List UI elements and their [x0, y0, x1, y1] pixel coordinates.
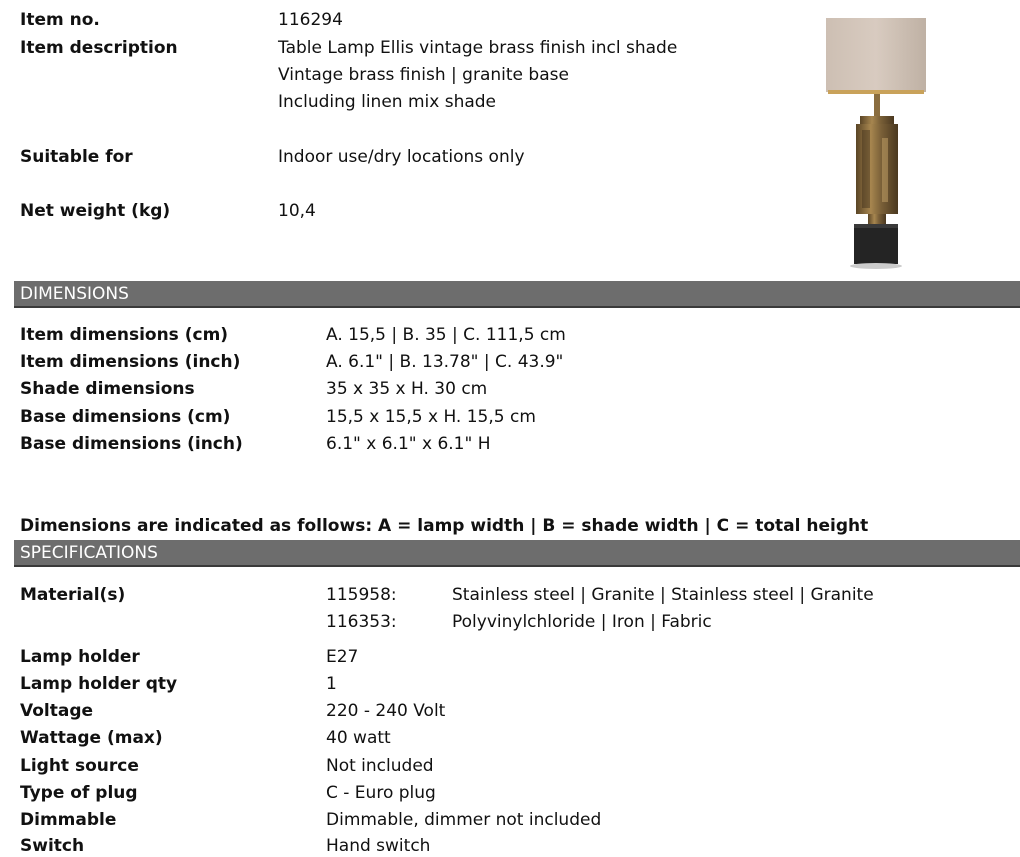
item-description-line: Vintage brass finish | granite base: [278, 65, 569, 85]
dimension-row-label: Base dimensions (inch): [20, 434, 243, 454]
suitable-for-label: Suitable for: [20, 147, 133, 167]
dimension-row-value: A. 15,5 | B. 35 | C. 111,5 cm: [326, 325, 566, 345]
spec-row-value: 1: [326, 674, 337, 694]
item-description-label: Item description: [20, 38, 178, 58]
item-description-line: Table Lamp Ellis vintage brass finish incl shade: [278, 38, 678, 58]
spec-row-value: Hand switch: [326, 836, 431, 856]
spec-row-label: Light source: [20, 756, 139, 776]
dimension-row-label: Shade dimensions: [20, 379, 195, 399]
spec-row-label: Voltage: [20, 701, 94, 721]
dimension-row-value: 15,5 x 15,5 x H. 15,5 cm: [326, 407, 536, 427]
spec-row-label: Switch: [20, 836, 85, 856]
dimensions-header: DIMENSIONS: [14, 281, 1020, 308]
spec-row-label: Lamp holder: [20, 647, 140, 667]
spec-row-value: C - Euro plug: [326, 783, 436, 803]
table-lamp-icon: [822, 12, 932, 272]
dimensions-note: Dimensions are indicated as follows: A = lamp width | B = shade width | C = total height: [20, 516, 869, 536]
materials-label: Material(s): [20, 585, 126, 605]
dimension-row-value: A. 6.1" | B. 13.78" | C. 43.9": [326, 352, 564, 372]
spec-row-value: E27: [326, 647, 359, 667]
specifications-header: SPECIFICATIONS: [14, 540, 1020, 567]
material-code: 115958:: [326, 585, 397, 605]
spec-row-value: 40 watt: [326, 728, 391, 748]
material-value: Stainless steel | Granite | Stainless steel | Granite: [452, 585, 874, 605]
spec-row-label: Dimmable: [20, 810, 117, 830]
spec-row-value: Not included: [326, 756, 434, 776]
suitable-for-value: Indoor use/dry locations only: [278, 147, 525, 167]
net-weight-value: 10,4: [278, 201, 316, 221]
dimension-row-label: Item dimensions (inch): [20, 352, 241, 372]
dimension-row-label: Base dimensions (cm): [20, 407, 231, 427]
item-description-line: Including linen mix shade: [278, 92, 497, 112]
item-number-label: Item no.: [20, 10, 100, 30]
dimension-row-value: 6.1" x 6.1" x 6.1" H: [326, 434, 491, 454]
dimension-row-label: Item dimensions (cm): [20, 325, 229, 345]
material-code: 116353:: [326, 612, 397, 632]
spec-row-label: Wattage (max): [20, 728, 163, 748]
spec-row-label: Lamp holder qty: [20, 674, 178, 694]
material-value: Polyvinylchloride | Iron | Fabric: [452, 612, 712, 632]
net-weight-label: Net weight (kg): [20, 201, 171, 221]
dimension-row-value: 35 x 35 x H. 30 cm: [326, 379, 488, 399]
item-number-value: 116294: [278, 10, 343, 30]
spec-row-value: Dimmable, dimmer not included: [326, 810, 602, 830]
spec-row-label: Type of plug: [20, 783, 138, 803]
spec-row-value: 220 - 240 Volt: [326, 701, 446, 721]
